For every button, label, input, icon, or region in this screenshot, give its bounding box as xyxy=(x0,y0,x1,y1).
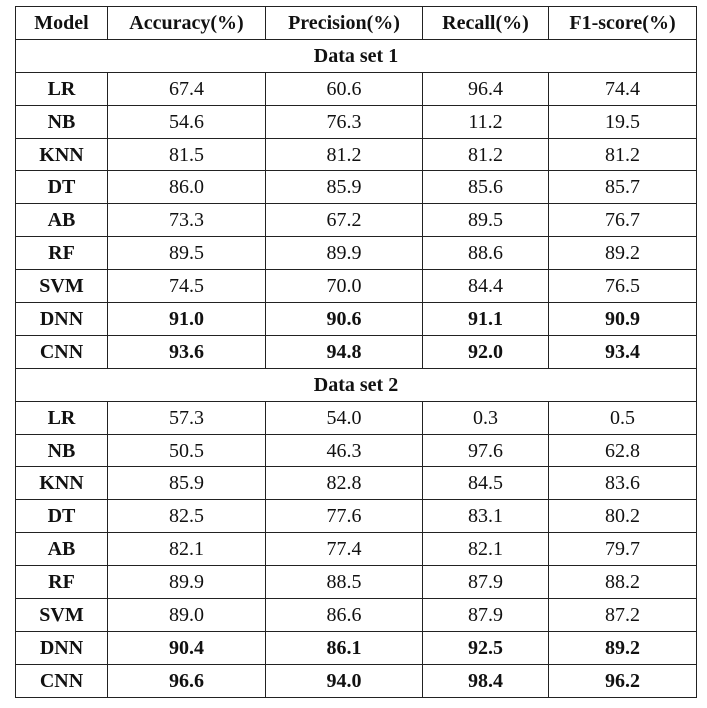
table-body xyxy=(16,39,697,697)
results-table xyxy=(15,6,697,698)
precision-cell: 81.2 xyxy=(266,138,423,171)
model-cell: RF xyxy=(16,566,108,599)
precision-cell: 67.2 xyxy=(266,204,423,237)
f1-score-cell: 62.8 xyxy=(549,434,697,467)
section-title: Data set 2 xyxy=(16,368,697,401)
model-cell: CNN xyxy=(16,664,108,697)
header-recall: Recall(%) xyxy=(423,7,549,40)
model-cell: LR xyxy=(16,401,108,434)
accuracy-cell: 91.0 xyxy=(108,303,266,336)
model-cell: AB xyxy=(16,204,108,237)
f1-score-cell: 87.2 xyxy=(549,599,697,632)
precision-cell: 94.8 xyxy=(266,335,423,368)
recall-cell: 82.1 xyxy=(423,533,549,566)
precision-cell: 70.0 xyxy=(266,270,423,303)
table-row xyxy=(16,204,697,237)
recall-cell: 92.0 xyxy=(423,335,549,368)
precision-cell: 88.5 xyxy=(266,566,423,599)
accuracy-cell: 89.5 xyxy=(108,237,266,270)
model-cell: SVM xyxy=(16,599,108,632)
table-row xyxy=(16,664,697,697)
accuracy-cell: 96.6 xyxy=(108,664,266,697)
table-row xyxy=(16,599,697,632)
header-accuracy: Accuracy(%) xyxy=(108,7,266,40)
table-row xyxy=(16,303,697,336)
model-cell: DNN xyxy=(16,303,108,336)
table-row xyxy=(16,171,697,204)
table-row xyxy=(16,401,697,434)
precision-cell: 90.6 xyxy=(266,303,423,336)
model-cell: NB xyxy=(16,434,108,467)
f1-score-cell: 19.5 xyxy=(549,105,697,138)
accuracy-cell: 67.4 xyxy=(108,72,266,105)
recall-cell: 85.6 xyxy=(423,171,549,204)
table-row xyxy=(16,434,697,467)
model-cell: LR xyxy=(16,72,108,105)
accuracy-cell: 82.5 xyxy=(108,500,266,533)
recall-cell: 0.3 xyxy=(423,401,549,434)
precision-cell: 89.9 xyxy=(266,237,423,270)
table-row xyxy=(16,138,697,171)
recall-cell: 84.4 xyxy=(423,270,549,303)
f1-score-cell: 76.5 xyxy=(549,270,697,303)
recall-cell: 89.5 xyxy=(423,204,549,237)
accuracy-cell: 86.0 xyxy=(108,171,266,204)
table-header xyxy=(16,7,697,40)
model-cell: AB xyxy=(16,533,108,566)
table-row xyxy=(16,105,697,138)
precision-cell: 82.8 xyxy=(266,467,423,500)
f1-score-cell: 80.2 xyxy=(549,500,697,533)
accuracy-cell: 89.9 xyxy=(108,566,266,599)
recall-cell: 92.5 xyxy=(423,631,549,664)
recall-cell: 98.4 xyxy=(423,664,549,697)
section-title: Data set 1 xyxy=(16,39,697,72)
recall-cell: 11.2 xyxy=(423,105,549,138)
precision-cell: 54.0 xyxy=(266,401,423,434)
recall-cell: 81.2 xyxy=(423,138,549,171)
model-cell: SVM xyxy=(16,270,108,303)
model-cell: DNN xyxy=(16,631,108,664)
accuracy-cell: 85.9 xyxy=(108,467,266,500)
f1-score-cell: 0.5 xyxy=(549,401,697,434)
f1-score-cell: 83.6 xyxy=(549,467,697,500)
accuracy-cell: 93.6 xyxy=(108,335,266,368)
accuracy-cell: 81.5 xyxy=(108,138,266,171)
header-model: Model xyxy=(16,7,108,40)
precision-cell: 85.9 xyxy=(266,171,423,204)
model-cell: NB xyxy=(16,105,108,138)
recall-cell: 97.6 xyxy=(423,434,549,467)
table-row xyxy=(16,533,697,566)
recall-cell: 87.9 xyxy=(423,566,549,599)
f1-score-cell: 93.4 xyxy=(549,335,697,368)
accuracy-cell: 74.5 xyxy=(108,270,266,303)
f1-score-cell: 76.7 xyxy=(549,204,697,237)
table-row xyxy=(16,566,697,599)
table-row xyxy=(16,237,697,270)
recall-cell: 88.6 xyxy=(423,237,549,270)
recall-cell: 83.1 xyxy=(423,500,549,533)
accuracy-cell: 54.6 xyxy=(108,105,266,138)
precision-cell: 86.1 xyxy=(266,631,423,664)
f1-score-cell: 81.2 xyxy=(549,138,697,171)
header-f1-score: F1-score(%) xyxy=(549,7,697,40)
table-row xyxy=(16,270,697,303)
f1-score-cell: 79.7 xyxy=(549,533,697,566)
recall-cell: 84.5 xyxy=(423,467,549,500)
f1-score-cell: 89.2 xyxy=(549,631,697,664)
precision-cell: 77.6 xyxy=(266,500,423,533)
accuracy-cell: 73.3 xyxy=(108,204,266,237)
accuracy-cell: 90.4 xyxy=(108,631,266,664)
model-cell: KNN xyxy=(16,467,108,500)
model-cell: DT xyxy=(16,500,108,533)
accuracy-cell: 82.1 xyxy=(108,533,266,566)
model-cell: DT xyxy=(16,171,108,204)
f1-score-cell: 90.9 xyxy=(549,303,697,336)
recall-cell: 87.9 xyxy=(423,599,549,632)
f1-score-cell: 96.2 xyxy=(549,664,697,697)
recall-cell: 91.1 xyxy=(423,303,549,336)
model-cell: KNN xyxy=(16,138,108,171)
precision-cell: 94.0 xyxy=(266,664,423,697)
section-header-row xyxy=(16,39,697,72)
f1-score-cell: 89.2 xyxy=(549,237,697,270)
precision-cell: 86.6 xyxy=(266,599,423,632)
table-row xyxy=(16,500,697,533)
precision-cell: 76.3 xyxy=(266,105,423,138)
f1-score-cell: 88.2 xyxy=(549,566,697,599)
model-cell: RF xyxy=(16,237,108,270)
section-header-row xyxy=(16,368,697,401)
table-row xyxy=(16,467,697,500)
table-row xyxy=(16,631,697,664)
precision-cell: 77.4 xyxy=(266,533,423,566)
accuracy-cell: 50.5 xyxy=(108,434,266,467)
f1-score-cell: 85.7 xyxy=(549,171,697,204)
precision-cell: 46.3 xyxy=(266,434,423,467)
f1-score-cell: 74.4 xyxy=(549,72,697,105)
table-row xyxy=(16,72,697,105)
accuracy-cell: 57.3 xyxy=(108,401,266,434)
header-precision: Precision(%) xyxy=(266,7,423,40)
accuracy-cell: 89.0 xyxy=(108,599,266,632)
table-row xyxy=(16,335,697,368)
precision-cell: 60.6 xyxy=(266,72,423,105)
header-row xyxy=(16,7,697,40)
model-cell: CNN xyxy=(16,335,108,368)
recall-cell: 96.4 xyxy=(423,72,549,105)
